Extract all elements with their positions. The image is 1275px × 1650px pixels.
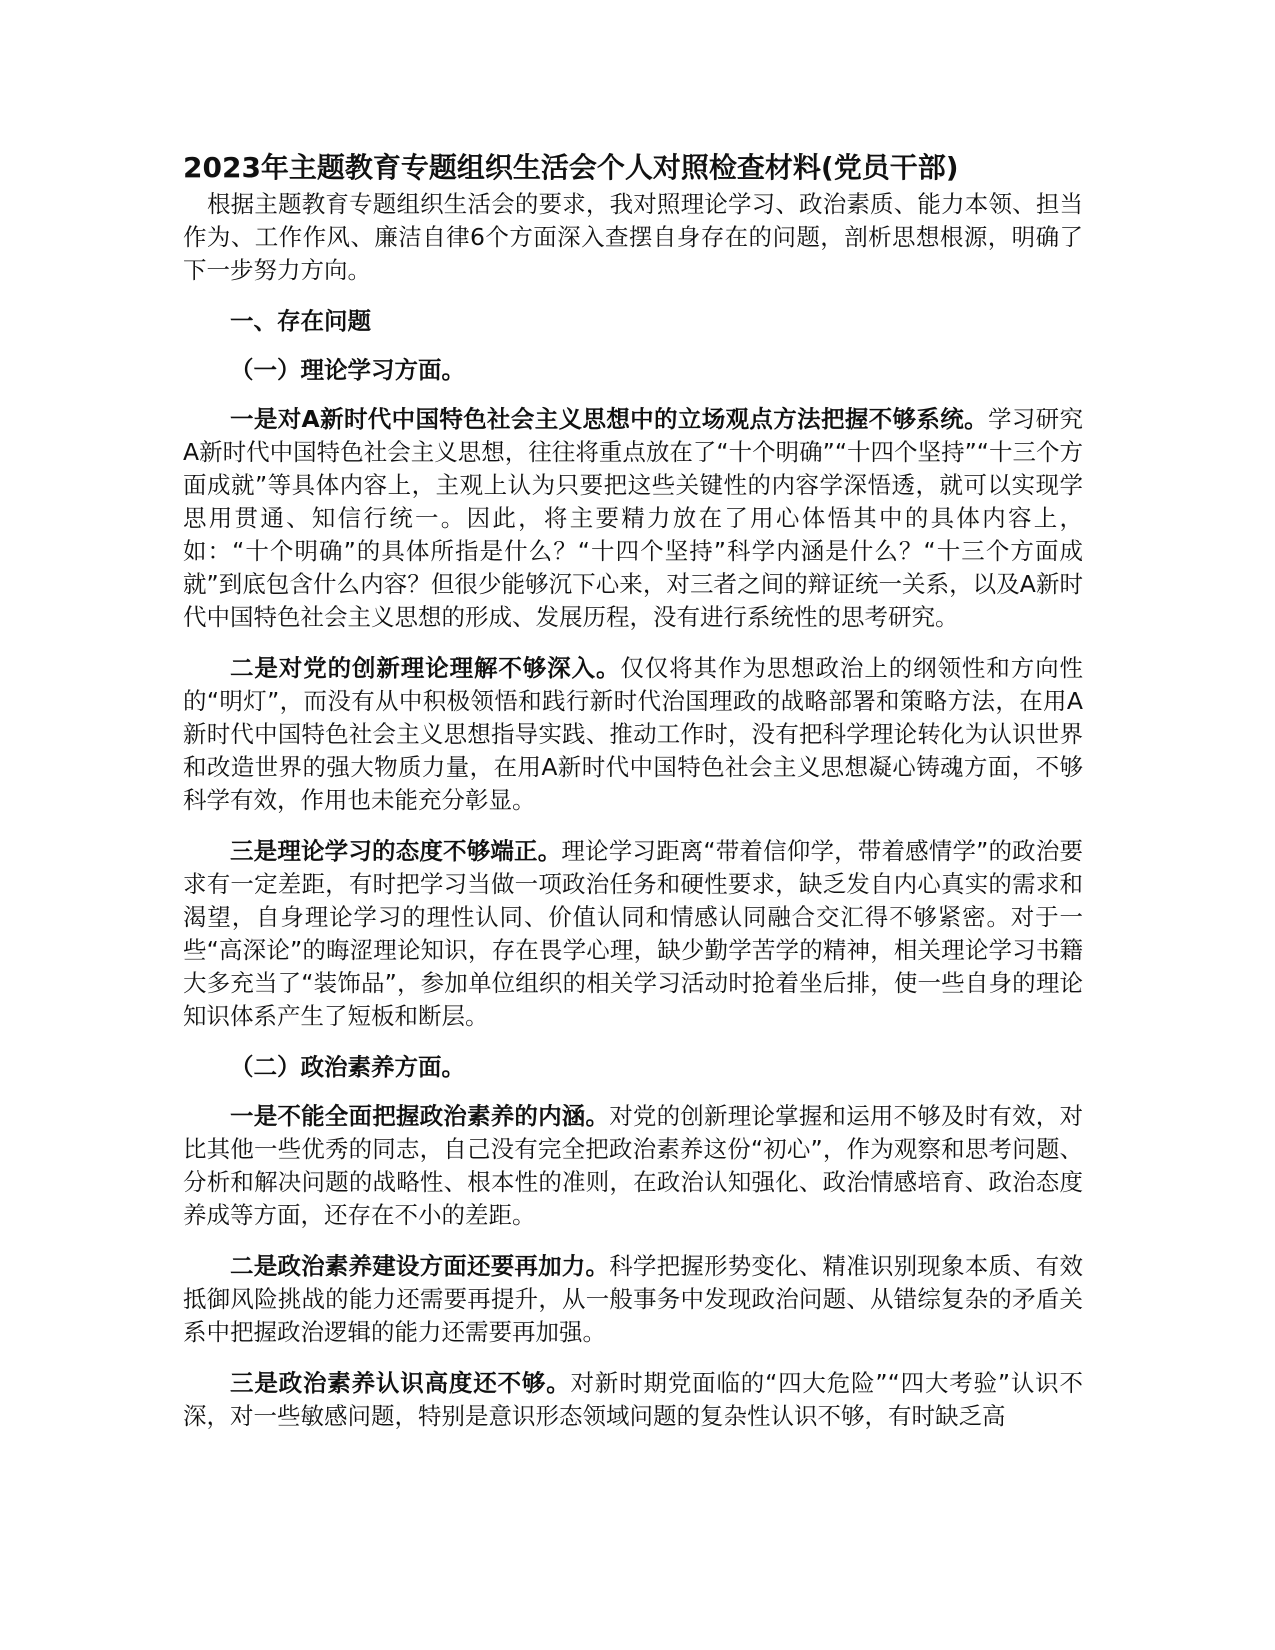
paragraph-theory-3 [183, 835, 1083, 1033]
intro-paragraph: 根据主题教育专题组织生活会的要求，我对照理论学习、政治素质、能力本领、担当作为、工作作风、廉洁自律6个方面深入查摆自身存在的问题，剖析思想根源，明确了下一步努力方向。 [183, 190, 1083, 284]
subsection-heading-theory: （一）理论学习方面。 [230, 356, 465, 384]
paragraph-theory-1 [183, 403, 1083, 634]
paragraph-lead: 一是对A新时代中国特色社会主义思想中的立场观点方法把握不够系统。 [230, 405, 988, 433]
paragraph-body: 科学把握形势变化、精准识别现象本质、有效抵御风险挑战的能力还需要再提升，从一般事务中发现政治问题、从错综复杂的矛盾关系中把握政治逻辑的能力还需要再加强。 [183, 1252, 1084, 1346]
paragraph-body: 对党的创新理论掌握和运用不够及时有效，对比其他一些优秀的同志，自己没有完全把政治素养这份“初心”，作为观察和思考问题、分析和解决问题的战略性、根本性的准则，在政治认知强化、政治情感培育、政治态度养成等方面，还存在不小的差距。 [183, 1102, 1084, 1229]
paragraph-political-3 [183, 1367, 1083, 1433]
paragraph-political-1 [183, 1100, 1083, 1232]
paragraph-body: 理论学习距离“带着信仰学，带着感情学”的政治要求有一定差距，有时把学习当做一项政治任务和硬性要求，缺乏发自内心真实的需求和渴望，自身理论学习的理性认同、价值认同和情感认同融合交汇得不够紧密。对于一些“高深论”的晦涩理论知识，存在畏学心理，缺少勤学苦学的精神，相关理论学习书籍大多充当了“装饰品”，参加单位组织的相关学习活动时抢着坐后排，使一些自身的理论知识体系产生了短板和断层。 [183, 837, 1083, 1030]
paragraph-lead: 三是政治素养认识高度还不够。 [230, 1369, 571, 1397]
section-heading-problems: 一、存在问题 [230, 307, 371, 335]
subsection-heading-political: （二）政治素养方面。 [230, 1053, 465, 1081]
paragraph-lead: 二是政治素养建设方面还要再加力。 [230, 1252, 610, 1280]
paragraph-body: 学习研究A新时代中国特色社会主义思想，往往将重点放在了“十个明确”“十四个坚持”“十三个方面成就”等具体内容上，主观上认为只要把这些关键性的内容学深悟透，就可以实现学思用贯通、知信行统一。因此，将主要精力放在了用心体悟其中的具体内容上，如：“十个明确”的具体所指是什么？“十四个坚持”科学内涵是什么？“十三个方面成就”到底包含什么内容？但很少能够沉下心来，对三者之间的辩证统一关系，以及A新时代中国特色社会主义思想的形成、发展历程，没有进行系统性的思考研究。 [183, 405, 1084, 631]
document-page [183, 148, 1083, 1451]
paragraph-body: 仅仅将其作为思想政治上的纲领性和方向性的“明灯”，而没有从中积极领悟和践行新时代治国理政的战略部署和策略方法，在用A新时代中国特色社会主义思想指导实践、推动工作时，没有把科学理论转化为认识世界和改造世界的强大物质力量，在用A新时代中国特色社会主义思想凝心铸魂方面，不够科学有效，作用也未能充分彰显。 [183, 654, 1084, 814]
paragraph-lead: 二是对党的创新理论理解不够深入。 [230, 654, 621, 682]
paragraph-lead: 一是不能全面把握政治素养的内涵。 [230, 1102, 610, 1130]
document-title: 2023年主题教育专题组织生活会个人对照检查材料(党员干部) [183, 151, 959, 184]
paragraph-theory-2 [183, 652, 1083, 817]
paragraph-body: 对新时期党面临的“四大危险”“四大考验”认识不深，对一些敏感问题，特别是意识形态领域问题的复杂性认识不够，有时缺乏高 [183, 1369, 1084, 1430]
paragraph-political-2 [183, 1250, 1083, 1349]
paragraph-lead: 三是理论学习的态度不够端正。 [230, 837, 562, 865]
